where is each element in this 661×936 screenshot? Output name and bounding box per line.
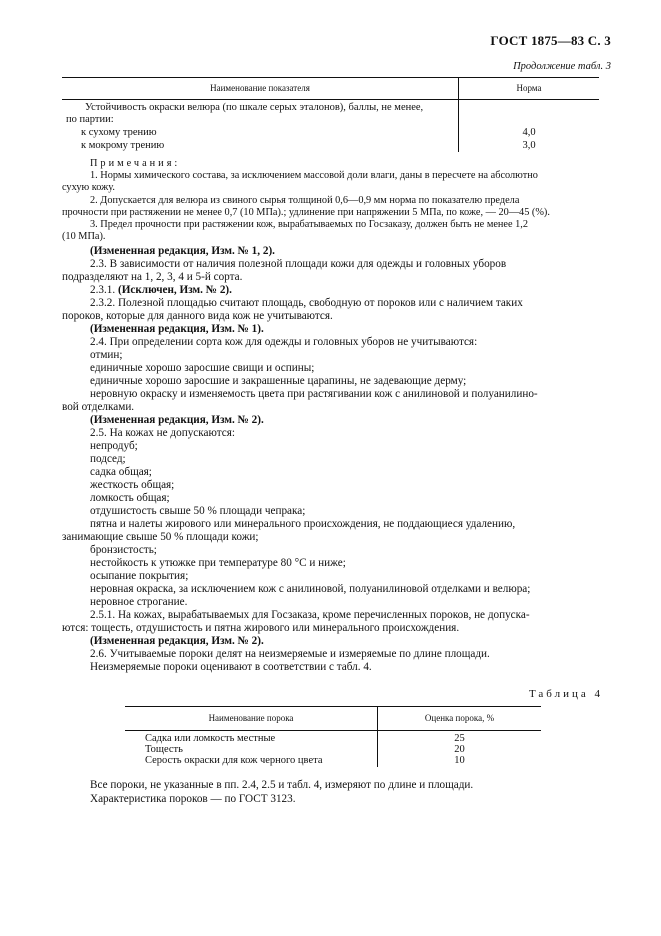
note-1-cont: сухую кожу. [62, 182, 115, 193]
paragraph-2-5-1-cont: ются: тощесть, отдушистость и пятна жирового или минерального происхождения. [62, 622, 460, 634]
table-row-value: 4,0 [522, 127, 536, 138]
paragraph-2-6: 2.6. Учитываемые пороки делят на неизмеряемые и измеряемые по длине площади. [90, 648, 490, 660]
notes-heading: Примечания: [90, 158, 181, 169]
table-top-rule [62, 77, 599, 78]
list-item: непродуб; [90, 440, 138, 452]
closing-paragraph: Все пороки, не указанные в пп. 2.4, 2.5 и табл. 4, измеряют по длине и площади. [90, 779, 474, 791]
note-2: 2. Допускается для велюра из свиного сырья толщиной 0,6—0,9 мм норма по показателю предела [90, 195, 520, 206]
excluded-note: (Исключен, Изм. № 2). [117, 284, 232, 296]
table-4-header-rule [125, 730, 541, 731]
paragraph-2-5: 2.5. На кожах не допускаются: [90, 427, 235, 439]
amendment-note: (Измененная редакция, Изм. № 1). [90, 323, 264, 335]
list-item: неровная окраска, за исключением кож с анилиновой, полуанилиновой отделками и велюра; [90, 583, 531, 595]
table-row-label: к мокрому трению [81, 140, 165, 151]
list-item: подсед; [90, 453, 126, 465]
page-header: ГОСТ 1875—83 С. 3 [490, 33, 611, 48]
table-4-col-score-header: Оценка порока, % [424, 713, 495, 723]
list-item: садка общая; [90, 466, 152, 478]
list-item: отмин; [90, 349, 123, 361]
table-row-score: 10 [454, 755, 465, 766]
closing-paragraph: Характеристика пороков — по ГОСТ 3123. [90, 793, 296, 805]
list-item: жесткость общая; [90, 479, 175, 491]
paragraph-2-5-1: 2.5.1. На кожах, вырабатываемых для Госзаказа, кроме перечисленных пороков, не допуска- [90, 609, 530, 621]
table-row-value: 3,0 [522, 140, 536, 151]
paragraph-2-3-cont: подразделяют на 1, 2, 3, 4 и 5-й сорта. [62, 271, 243, 283]
table-col-norm-header: Норма [516, 83, 542, 93]
list-item: неровную окраску и изменяемость цвета при растягивании кож с анилиновой и полуанилино- [90, 388, 538, 400]
list-item: единичные хорошо заросшие свищи и оспины; [90, 362, 315, 374]
note-2-cont: прочности при растяжении не менее 0,7 (10 МПа).; удлинение при напряжении 5 МПа, по коже, — 20—45 (%). [62, 207, 550, 218]
note-3: 3. Предел прочности при растяжении кож, вырабатываемых по Госзаказу, должен быть не менее 1,2 [90, 219, 529, 230]
table-4-col-name-header: Наименование порока [208, 713, 294, 723]
note-1: 1. Нормы химического состава, за исключением массовой доли влаги, даны в пересчете на абсолютно [90, 170, 538, 181]
list-item: бронзистость; [90, 544, 157, 556]
table-header-rule [62, 99, 599, 100]
amendment-note: (Измененная редакция, Изм. № 2). [90, 414, 264, 426]
paragraph-2-4: 2.4. При определении сорта кож для одежды и головных уборов не учитываются: [90, 336, 478, 348]
list-item: ломкость общая; [90, 492, 170, 504]
list-item: отдушистость свыше 50 % площади чепрака; [90, 505, 306, 517]
table-row-score: 20 [454, 744, 465, 755]
paragraph-number: 2.3.1. [90, 284, 116, 296]
table-row-label: к сухому трению [81, 127, 157, 138]
table-row-main: Устойчивость окраски велюра (по шкале серых эталонов), баллы, не менее, [85, 102, 424, 113]
table-row-score: 25 [454, 733, 465, 744]
table-4-caption: Таблица 4 [528, 688, 603, 700]
note-3-cont: (10 МПа). [62, 231, 106, 242]
table-4-top-rule [125, 706, 541, 707]
table-row-name: Садка или ломкость местные [145, 733, 276, 744]
paragraph-2-3-2-cont: пороков, которые для данного вида кож не учитываются. [62, 310, 333, 322]
list-item: осыпание покрытия; [90, 570, 189, 582]
table-row-name: Серость окраски для кож черного цвета [145, 755, 323, 766]
paragraph-2-3-2: 2.3.2. Полезной площадью считают площадь, свободную от пороков или с наличием таких [90, 297, 523, 309]
list-item: единичные хорошо заросшие и закрашенные царапины, не задевающие дерму; [90, 375, 467, 387]
table-continuation-label: Продолжение табл. 3 [513, 61, 611, 72]
amendment-note: (Измененная редакция, Изм. № 1, 2). [90, 245, 275, 257]
paragraph-2-3-1 [62, 284, 232, 297]
table-row-main-cont: по партии: [66, 114, 114, 125]
list-item-cont: занимающие свыше 50 % площади кожи; [62, 531, 259, 543]
amendment-note: (Измененная редакция, Изм. № 2). [90, 635, 264, 647]
list-item: пятна и налеты жирового или минерального происхождения, не поддающиеся удалению, [90, 518, 516, 530]
paragraph-2-3: 2.3. В зависимости от наличия полезной площади кожи для одежды и головных уборов [90, 258, 507, 270]
list-item-cont: вой отделками. [62, 401, 135, 413]
table-col-name-header: Наименование показателя [210, 83, 310, 93]
table-row-name: Тощесть [145, 744, 183, 755]
list-item: нестойкость к утюжке при температуре 80 °С и ниже; [90, 557, 346, 569]
list-item: неровное строгание. [90, 596, 188, 608]
paragraph-2-6-cont: Неизмеряемые пороки оценивают в соответствии с табл. 4. [90, 661, 372, 673]
